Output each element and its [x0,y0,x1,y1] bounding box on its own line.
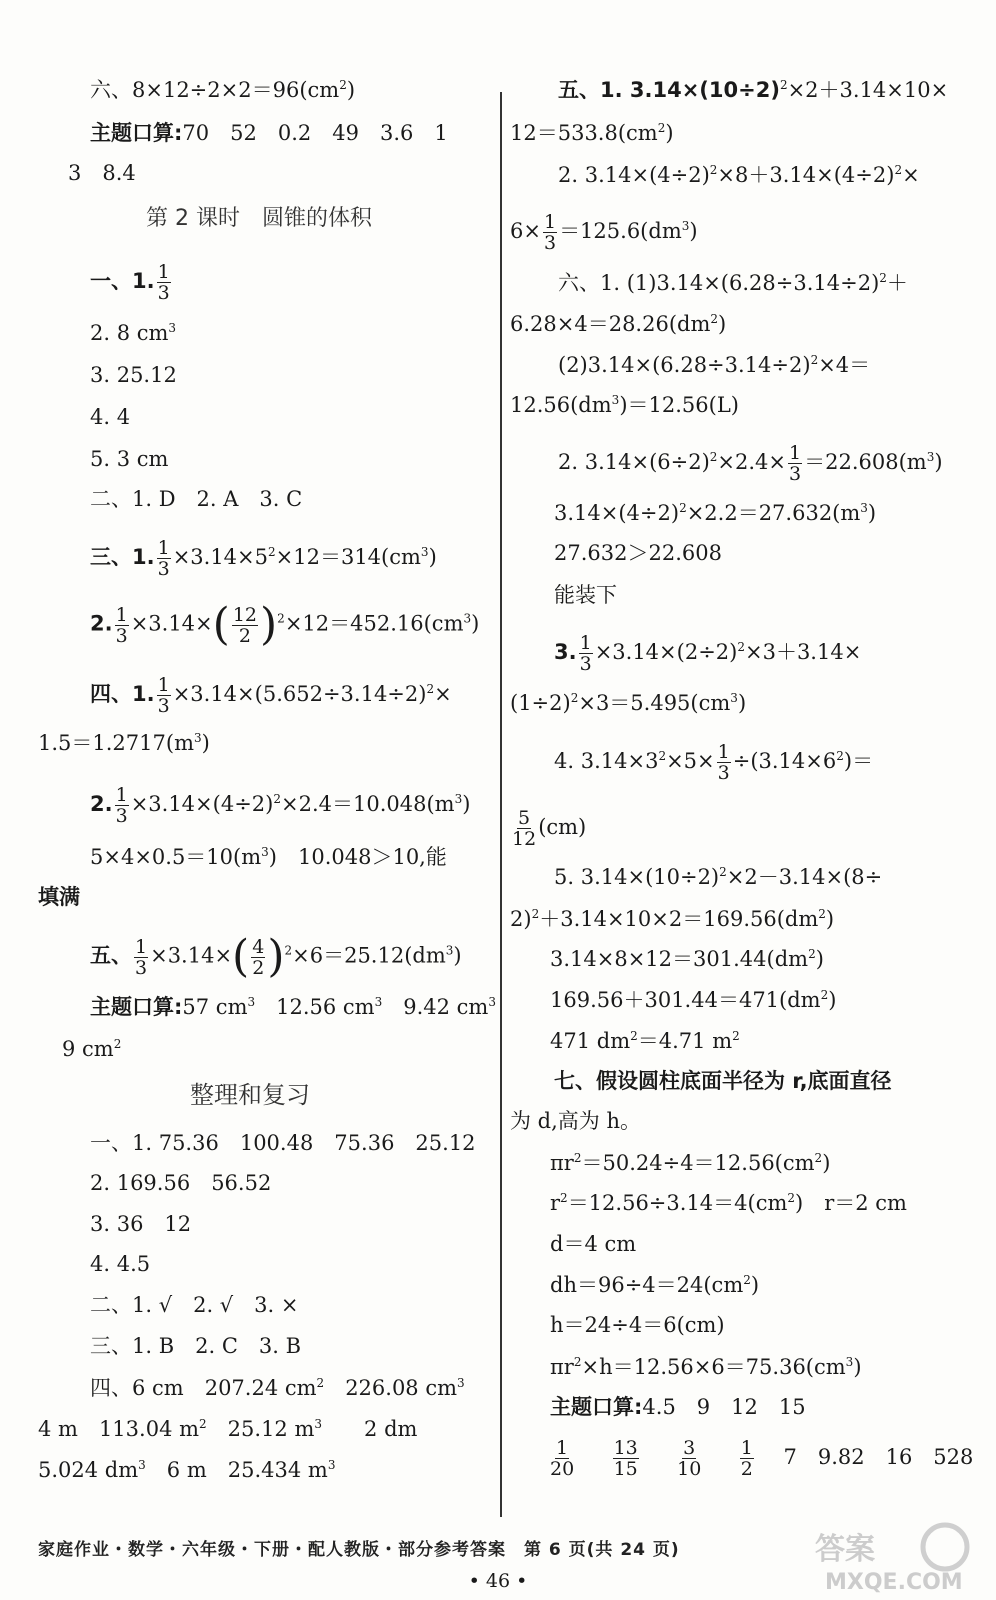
answer-line [550,944,824,974]
answer-line [554,742,873,783]
text: ×3.14×(2÷2) [594,640,738,664]
fraction [512,808,536,849]
text: 3.14×(4÷2) [554,501,680,525]
fraction [543,212,557,253]
numerator: 1 [115,784,128,806]
answer-line [510,309,726,339]
text: 6× [510,219,541,243]
sup: 2 [273,792,281,806]
numerator: 1 [135,935,148,958]
text: ×3.14×(5.652÷3.14÷2) [172,682,427,706]
text: ＝22.608(m [804,450,927,474]
text: ) [689,219,698,243]
text: 6.28×4＝28.26(dm [510,312,711,336]
denominator: 2 [252,956,265,979]
paren: ( [212,599,230,650]
numerator: 3 [683,1437,696,1459]
text [583,1445,604,1469]
sup: 2 [113,1037,122,1051]
text: 1.5＝1.2717(m [38,731,194,755]
answer-line [554,498,876,528]
answer-line [38,728,210,758]
sup: 2 [879,271,887,285]
denominator: 3 [789,463,802,485]
numerator: 4 [252,935,265,958]
numerator: 1 [543,211,557,233]
answer-line: 二、1. √ 2. √ 3. × [90,1293,299,1317]
text: ＋ [886,271,908,295]
answer-line [554,633,861,674]
answer-line: 4. 4.5 [90,1252,151,1276]
sup: 2 [426,682,435,696]
text: )＝ [843,749,874,773]
sup: 3 [463,611,472,626]
denominator: 2 [740,1458,753,1480]
sup: 3 [454,792,463,806]
text: ) [718,312,727,336]
answer-line: 5. 3 cm [90,447,169,471]
text: ) [828,988,837,1012]
sup: 3 [327,1458,336,1472]
text [207,1417,228,1441]
text: 四、6 cm 207.24 cm [90,1376,317,1400]
sup: 2 [894,163,903,177]
answer-line [90,318,176,348]
answer-line: 27.632＞22.608 [554,541,722,565]
label: 主题口算: [90,121,183,145]
text: 2 dm [364,1417,418,1441]
answer-line: 二、1. D 2. A 3. C [90,487,303,511]
sup: 2 [531,907,540,921]
fraction [115,785,129,826]
sup: 2 [573,1355,582,1369]
column-divider [500,92,502,1517]
answer-line: d＝4 cm [550,1232,637,1256]
text [382,995,403,1019]
sup: 2 [268,545,276,559]
answer-line [550,985,836,1015]
sup: 3 [845,1355,854,1369]
answer-line [554,862,882,892]
numerator: 1 [579,632,592,654]
sup: 3 [926,450,935,464]
label: 3. [554,640,577,664]
page-footer: 家庭作业・数学・六年级・下册・配人教版・部分参考答案 第 6 页(共 24 页) [38,1540,680,1560]
denominator: 3 [115,805,128,827]
answer-line [550,1352,862,1382]
text: ×2.4＝10.048(m [280,792,455,816]
numerator: 1 [157,261,170,283]
text: ×3.14×5 [172,545,268,569]
fraction [740,1438,754,1479]
answer-line [90,538,437,579]
answer-line [554,1066,892,1096]
denominator: 15 [613,1458,638,1480]
answer-line [548,1438,973,1479]
text: ＝4.71 m [637,1029,733,1053]
oral-calc-line [90,118,448,148]
text [324,1376,345,1400]
text: ) [428,545,437,569]
sup: 2 [836,749,844,763]
text [146,1458,167,1482]
text: ÷(3.14×6 [732,749,837,773]
fraction [613,1438,639,1479]
sup: 2 [658,749,667,763]
text: ×3＝5.495(cm [578,691,731,715]
answer-line: 一、1. 75.36 100.48 75.36 25.12 [90,1131,476,1155]
answer-line [510,808,586,849]
numerator: 1 [115,603,128,626]
text: (2)3.14×(6.28÷3.14÷2) [558,353,811,377]
sup: 2 [277,611,285,626]
answer-line [90,75,355,105]
sup: 2 [199,1417,207,1431]
text: ×2＋3.14×10× [787,78,949,102]
text: 4 m 113.04 m [38,1417,200,1441]
text: ×3.14× [150,943,233,968]
text: 2. 3.14×(4÷2) [558,163,710,187]
text: 9.42 cm [403,995,489,1019]
text: 六、8×12÷2×2＝96(cm [90,78,340,102]
text: 226.08 cm [345,1376,458,1400]
sup: 2 [810,353,819,367]
text: ) [750,1273,760,1297]
sup: 3 [420,545,429,559]
answer-line: h＝24÷4＝6(cm) [550,1313,725,1337]
sup: 3 [138,1458,146,1472]
fraction [251,937,265,978]
text: dh＝96÷4＝24(cm [550,1273,744,1297]
sup: 2 [709,450,718,464]
text: ×12＝314(cm [275,545,421,569]
sup: 3 [261,845,269,859]
text: ×3.14× [130,611,213,636]
text [322,1417,364,1441]
text: ×3＋3.14× [744,640,862,664]
text: πr [550,1151,574,1175]
text: 七、假设圆柱底面半径为 r,底面直径 [554,1069,892,1093]
sup: 3 [445,943,454,958]
text: ) [853,1355,862,1379]
label: 一、1. [90,269,155,293]
sup: 2 [339,78,347,92]
answer-line: 能装下 [554,583,617,607]
text: 70 52 0.2 49 3.6 1 [182,121,448,145]
answer-line [510,390,739,420]
fraction [232,605,258,646]
answer-line [550,1148,830,1178]
text: ＝12.56÷3.14＝4(cm [567,1191,788,1215]
paren-fraction [212,599,278,650]
sup: 2 [737,640,745,654]
numerator: 5 [518,807,531,829]
denominator: 12 [512,828,537,850]
sup: 3 [681,219,690,233]
sup: 2 [779,78,788,92]
denominator: 10 [677,1458,702,1480]
answer-line [90,262,173,303]
sup: 2 [630,1029,638,1043]
text: ×5× [666,749,715,773]
text: 7 9.82 16 528 [783,1445,974,1469]
text: ×8＋3.14×(4÷2) [717,163,895,187]
denominator: 3 [115,624,128,647]
fraction [788,443,802,484]
text: ＋3.14×10×2＝169.56(dm [539,907,819,931]
denominator: 3 [157,282,170,304]
text: ) [201,731,210,755]
text: ＝50.24÷4＝12.56(cm [581,1151,815,1175]
text: ) [822,1151,831,1175]
fraction [157,675,171,716]
text: (1÷2) [510,691,571,715]
answer-line [38,882,80,912]
sup: 3 [314,1417,323,1431]
fraction [579,633,593,674]
answer-line [510,904,834,934]
denominator: 3 [157,695,170,717]
text: 2. 3.14×(6÷2) [558,450,710,474]
text: ) 10.048＞10,能 [268,845,447,869]
paren: ) [267,931,285,982]
denominator: 20 [550,1458,575,1480]
answer-line [558,350,870,380]
label: 主题口算: [90,995,183,1019]
numerator: 12 [232,603,257,626]
answer-line: 为 d,高为 h。 [510,1109,641,1133]
text: ) [867,501,877,525]
sup: 2 [570,691,579,705]
fraction [115,605,129,646]
text: 六、1. (1)3.14×(6.28÷3.14÷2) [558,271,880,295]
text: )＝12.56(L) [619,393,739,417]
text: ×2.4× [717,450,787,474]
sup: 2 [284,943,293,958]
sup: 2 [787,1191,796,1205]
sup: 2 [709,163,718,177]
lesson-heading: 第 2 课时 圆锥的体积 [146,206,372,231]
answer-line [90,599,480,650]
answer-line [510,118,674,148]
text: ×6＝25.12(dm [292,943,446,968]
section-heading: 整理和复习 [190,1081,310,1109]
answer-line [550,1270,759,1300]
answer-line [510,688,746,718]
sup: 2 [657,121,666,135]
text: ×2.2＝27.632(m [686,501,861,525]
text: ) [737,691,747,715]
watermark-logo [795,1515,985,1595]
text: 3.14×8×12＝301.44(dm [550,947,809,971]
denominator: 3 [157,558,170,580]
text: 12.56(dm [510,393,612,417]
answer-line [38,1414,417,1444]
text: 169.56＋301.44＝471(dm [550,988,821,1012]
answer-line [558,268,908,298]
numerator: 13 [613,1437,638,1459]
text [647,1445,668,1469]
answer-line: 4. 4 [90,405,131,429]
sup: 2 [808,947,816,961]
denominator: 3 [717,762,730,784]
sup: 3 [168,321,177,335]
paren: ) [260,599,278,650]
text: 填满 [38,885,80,909]
numerator: 1 [157,674,170,696]
text: 4. 3.14×3 [554,749,659,773]
text: 6 m 25.434 m [166,1458,328,1482]
text: × [902,163,920,187]
text: 2. 8 cm [90,321,169,345]
text: 5.024 dm [38,1458,139,1482]
sup: 3 [860,501,868,515]
text: ×4＝ [818,353,871,377]
watermark-icon [795,1515,985,1595]
page-number: • 46 • [468,1570,528,1592]
sup: 2 [560,1191,568,1205]
sup: 2 [732,1029,740,1043]
answer-line [68,158,136,188]
text: ) [471,611,480,636]
answer-line [90,931,462,982]
answer-line: 三、1. B 2. C 3. B [90,1334,302,1358]
text: ) [815,947,824,971]
text: ) [934,450,943,474]
answer-line [90,785,470,826]
answer-line: 3. 25.12 [90,363,177,387]
numerator: 1 [157,537,170,559]
sup: 3 [730,691,738,705]
fraction [717,742,731,783]
sup: 2 [573,1151,582,1165]
text: 57 cm [182,995,248,1019]
numerator: 1 [717,741,730,763]
label: 三、1. [90,545,155,569]
text: 9 cm [62,1037,114,1061]
svg-text:MXQE.COM: MXQE.COM [825,1570,963,1595]
sup: 3 [488,995,496,1009]
sup: 3 [193,731,202,745]
numerator: 1 [556,1437,569,1459]
fraction [134,937,148,978]
sup: 2 [743,1273,751,1287]
paren-fraction [232,931,285,982]
text: ) [825,907,835,931]
label: 2. [90,792,113,816]
answer-line [558,75,948,105]
text: 2) [510,907,532,931]
answer-line [90,675,452,716]
text: 3 8.4 [68,161,136,185]
answer-line [38,1455,335,1485]
sup: 2 [719,865,727,879]
sup: 2 [316,1376,325,1390]
text: ×12＝452.16(cm [284,611,464,636]
answer-line [62,1034,121,1064]
sup: 2 [820,988,829,1002]
fraction [157,538,171,579]
text: ) [453,943,462,968]
sup: 3 [374,995,383,1009]
text: (cm) [538,815,587,839]
answer-line [550,1188,907,1218]
fraction [677,1438,701,1479]
oral-calc-line [90,992,496,1022]
svg-text:答案: 答案 [815,1532,875,1567]
text: ×3.14×(4÷2) [130,792,274,816]
fraction [550,1438,574,1479]
text: ×h＝12.56×6＝75.36(cm [581,1355,846,1379]
text: 471 dm [550,1029,631,1053]
answer-line: 2. 169.56 56.52 [90,1171,272,1195]
denominator: 3 [543,232,557,254]
text: ) [665,121,674,145]
text: 4.5 9 12 15 [642,1395,806,1419]
text: 25.12 m [227,1417,315,1441]
denominator: 2 [238,624,251,647]
sup: 3 [247,995,256,1009]
label: 主题口算: [550,1395,643,1419]
paren: ( [232,931,250,982]
answer-line [90,1373,465,1403]
sup: 2 [710,312,719,326]
text: 5×4×0.5＝10(m [90,845,262,869]
answer-line [90,842,447,872]
denominator: 3 [579,653,592,675]
text: 五、1. 3.14×(10÷2) [558,78,780,102]
sup: 2 [814,1151,823,1165]
text: 12.56 cm [276,995,375,1019]
answer-line [550,1026,740,1056]
text: πr [550,1355,574,1379]
sup: 2 [818,907,826,921]
label: 2. [90,611,113,636]
text: ×2－3.14×(8÷ [726,865,883,889]
fraction [157,262,171,303]
sup: 3 [611,393,620,407]
answer-line: 3. 36 12 [90,1212,192,1236]
answer-line [510,212,698,253]
text [762,1445,783,1469]
label: 五、 [90,943,132,968]
label: 四、1. [90,682,155,706]
sup: 3 [457,1376,465,1390]
oral-calc-line [550,1392,806,1422]
sup: 2 [679,501,687,515]
text [255,995,276,1019]
text: ) [462,792,471,816]
text: ＝125.6(dm [559,219,682,243]
text [710,1445,731,1469]
answer-line [558,443,943,484]
denominator: 3 [135,956,148,979]
numerator: 1 [740,1437,753,1459]
text: × [434,682,452,706]
text: 5. 3.14×(10÷2) [554,865,720,889]
text: ) r＝2 cm [795,1191,907,1215]
numerator: 1 [789,442,802,464]
text: r [550,1191,561,1215]
text: ) [346,78,356,102]
text: 12＝533.8(cm [510,121,658,145]
answer-line [558,160,920,190]
